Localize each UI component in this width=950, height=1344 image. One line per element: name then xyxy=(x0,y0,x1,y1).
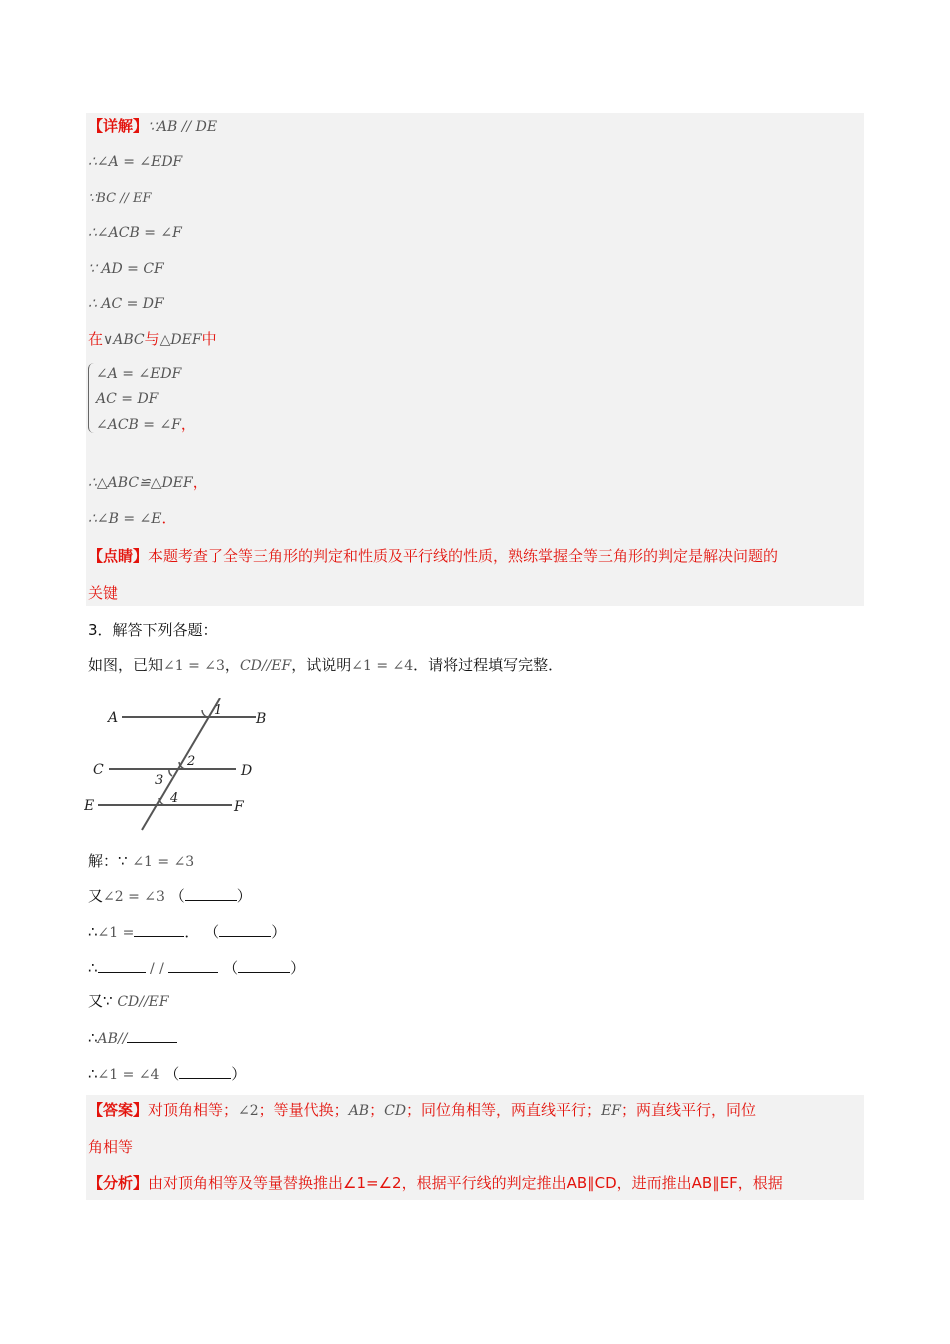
solution-line-3 xyxy=(88,921,286,944)
label-angle-4: 4 xyxy=(170,791,179,806)
answer-text: 角相等 xyxy=(88,1138,134,1156)
solution-text: ∴ xyxy=(88,1029,98,1047)
system-line-3 xyxy=(96,413,196,436)
system-condition: ∠A = ∠EDF xyxy=(96,366,182,382)
label-c: C xyxy=(93,762,104,778)
paren-close: ） xyxy=(271,923,287,941)
solution-line-4 xyxy=(88,957,305,980)
angle-3-arc xyxy=(169,769,172,776)
detail-in-suffix: 中 xyxy=(201,330,217,348)
solution-text: ∴ xyxy=(88,923,98,941)
detail-line-1 xyxy=(88,115,217,138)
triangle-abc: ∨ABC xyxy=(103,332,145,348)
analysis-text: 由对顶角相等及等量替换推出∠1=∠2，根据平行线的判定推出AB∥CD，进而推出AB∥EF，根据 xyxy=(148,1174,783,1192)
label-angle-1: 1 xyxy=(214,703,223,718)
system-condition: AC = DF xyxy=(96,391,159,407)
blank-line-3[interactable] xyxy=(127,1028,177,1043)
angle-4-arc xyxy=(159,798,164,805)
detail-step: ∵ AD = CF xyxy=(88,261,164,277)
answer-line-2 xyxy=(88,1136,133,1158)
triangle-def: △DEF xyxy=(159,332,202,348)
answer-label: 【答案】 xyxy=(88,1101,149,1119)
question-prompt xyxy=(88,654,563,677)
paren-open: （ xyxy=(164,1065,180,1083)
detail-step: ∵BC // EF xyxy=(88,191,152,206)
prompt-text: 如图，已知 xyxy=(88,656,164,674)
comment-text: 关键 xyxy=(88,584,119,602)
solution-math: ∠1 = xyxy=(97,925,135,941)
comment-text: 本题考查了全等三角形的判定和性质及平行线的性质，熟练掌握全等三角形的判定是解决问题的 xyxy=(148,547,779,565)
detail-in-mid: 与 xyxy=(144,330,160,348)
answer-text: ；两直线平行，同位 xyxy=(621,1101,757,1119)
detail-step: ∴∠A = ∠EDF xyxy=(88,154,183,170)
analysis-label: 【分析】 xyxy=(88,1174,149,1192)
label-d: D xyxy=(241,763,253,779)
blank-reason-4[interactable] xyxy=(179,1064,231,1079)
detail-line-conclusion xyxy=(88,507,177,530)
system-comma: ， xyxy=(180,415,196,433)
prompt-math: ∠1 = ∠4 xyxy=(351,658,414,674)
solution-math: CD//EF xyxy=(117,994,169,1010)
analysis-line-1 xyxy=(88,1172,783,1194)
detail-label: 【详解】 xyxy=(88,117,149,135)
conclusion-period: ． xyxy=(161,509,177,527)
paren-close: ） xyxy=(290,959,306,977)
system-line-1 xyxy=(96,362,181,385)
solution-text: 解：∵ xyxy=(88,852,133,870)
label-e: E xyxy=(84,798,95,814)
answer-text: ；同位角相等，两直线平行； xyxy=(406,1101,602,1119)
comment-label: 【点睛】 xyxy=(88,547,149,565)
blank-reason-1[interactable] xyxy=(185,886,237,901)
detail-in-prefix: 在 xyxy=(88,330,104,348)
blank-line-2[interactable] xyxy=(168,958,218,973)
label-angle-3: 3 xyxy=(155,773,164,788)
system-condition: ∠ACB = ∠F xyxy=(96,417,181,433)
detail-step: ∵AB // DE xyxy=(148,119,218,135)
detail-line-5 xyxy=(88,257,164,280)
conclusion-statement: ∴∠B = ∠E xyxy=(88,511,162,527)
blank-line-1[interactable] xyxy=(98,958,146,973)
detail-step: ∴ AC = DF xyxy=(88,296,164,312)
question-title xyxy=(88,619,218,641)
system-brace xyxy=(88,363,95,433)
paren-close: ） xyxy=(231,1065,247,1083)
system-line-2 xyxy=(96,387,158,410)
solution-text: ∴ xyxy=(88,959,98,977)
question-title-text: 3．解答下列各题： xyxy=(88,621,218,639)
paren-close: ） xyxy=(236,887,252,905)
solution-math: / / xyxy=(145,961,169,977)
prompt-math: ∠1 = ∠3 xyxy=(163,658,225,674)
congruent-statement: ∴△ABC≌△DEF xyxy=(88,475,193,491)
solution-math: ∠1 = ∠4 xyxy=(97,1067,160,1083)
comment-line-1 xyxy=(88,545,778,567)
paren-open: （ xyxy=(223,959,239,977)
solution-detail-panel xyxy=(86,113,864,606)
blank-reason-3[interactable] xyxy=(238,958,290,973)
detail-line-congruent xyxy=(88,471,208,494)
detail-line-7 xyxy=(88,328,217,351)
answer-line-1 xyxy=(88,1099,756,1122)
detail-step: ∴∠ACB = ∠F xyxy=(88,225,182,241)
answer-text: ；等量代换； xyxy=(258,1101,349,1119)
congruent-comma: ， xyxy=(192,473,208,491)
prompt-text: ．请将过程填写完整． xyxy=(413,656,564,674)
solution-math: AB// xyxy=(97,1031,128,1047)
comment-line-2 xyxy=(88,582,118,604)
label-a: A xyxy=(108,710,119,726)
prompt-text: ， xyxy=(224,656,240,674)
solution-math: ∠1 = ∠3 xyxy=(132,854,195,870)
solution-text: 又 xyxy=(88,887,104,905)
solution-line-6 xyxy=(88,1027,177,1050)
solution-line-2 xyxy=(88,885,252,908)
label-angle-2: 2 xyxy=(187,754,196,769)
detail-line-3 xyxy=(88,186,152,210)
detail-line-2 xyxy=(88,150,182,173)
blank-reason-2[interactable] xyxy=(219,922,271,937)
blank-angle[interactable] xyxy=(134,922,184,937)
answer-math: AB xyxy=(348,1103,370,1119)
solution-line-1 xyxy=(88,850,194,873)
solution-line-5 xyxy=(88,990,169,1013)
label-f: F xyxy=(234,799,244,815)
solution-math: ∠2 = ∠3 xyxy=(103,889,165,905)
parallel-lines-figure xyxy=(84,698,284,838)
answer-math: EF xyxy=(601,1103,621,1119)
angle-1-arc xyxy=(202,710,207,717)
answer-math: ∠2 xyxy=(238,1103,259,1119)
solution-text: 又∵ xyxy=(88,992,118,1010)
prompt-math: CD//EF xyxy=(239,658,292,674)
answer-math: CD xyxy=(384,1103,407,1119)
detail-line-6 xyxy=(88,292,164,315)
solution-line-7 xyxy=(88,1063,246,1086)
paren-open: （ xyxy=(169,887,185,905)
answer-text: 对顶角相等； xyxy=(148,1101,239,1119)
prompt-text: ，试说明 xyxy=(291,656,352,674)
detail-line-4 xyxy=(88,221,182,244)
solution-text: ． xyxy=(184,923,200,941)
solution-text: ∴ xyxy=(88,1065,98,1083)
label-b: B xyxy=(256,711,267,727)
answer-text: ； xyxy=(369,1101,385,1119)
paren-open: （ xyxy=(204,923,220,941)
